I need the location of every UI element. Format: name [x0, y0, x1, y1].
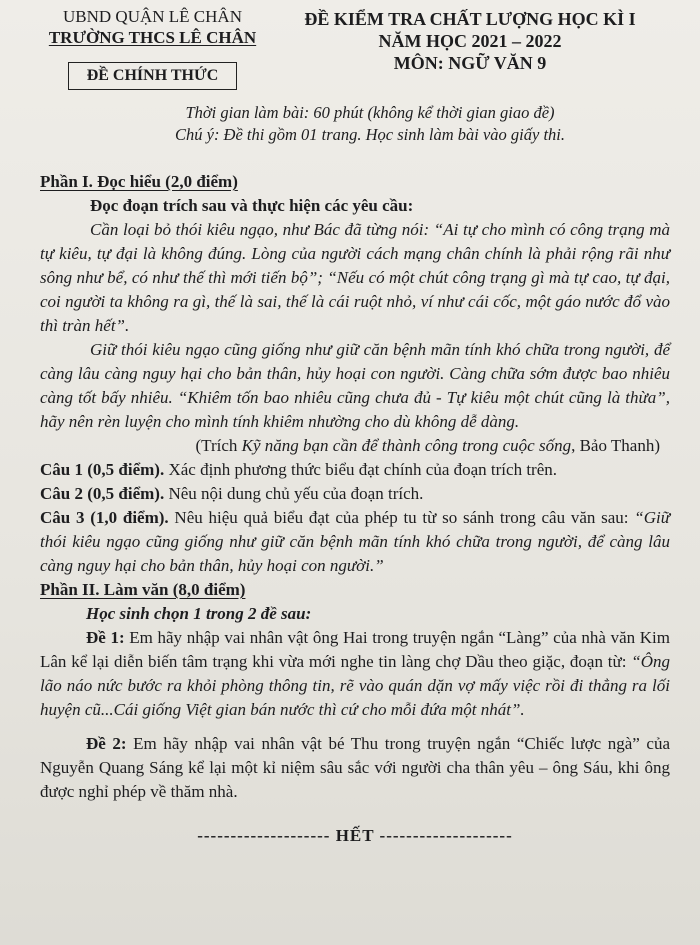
- question-1: [40, 458, 670, 482]
- header: [40, 6, 670, 90]
- part1-instruction: Đọc đoạn trích sau và thực hiện các yêu cầu:: [90, 196, 414, 215]
- subject: MÔN: NGỮ VĂN 9: [393, 53, 547, 73]
- topic-1-text: Em hãy nhập vai nhân vật ông Hai trong truyện ngắn “Làng” của nhà văn Kim Lân kể lại diễn biến tâm trạng khi vừa mới nghe tin làng chợ Dầu theo giặc, đoạn từ:: [40, 628, 670, 671]
- topic-2: [40, 732, 670, 804]
- time-info: Thời gian làm bài: 60 phút (không kể thời gian giao đề): [185, 103, 555, 122]
- part1-heading: Phần I. Đọc hiểu (2,0 điểm): [40, 172, 238, 191]
- passage-source: [40, 434, 670, 458]
- source-book: Kỹ năng bạn cần để thành công trong cuộc sống: [241, 436, 572, 455]
- exam-info: [70, 102, 670, 146]
- question-3-label: Câu 3 (1,0 điểm).: [40, 508, 169, 527]
- topic-1-label: Đề 1:: [86, 628, 125, 647]
- header-left: [40, 6, 265, 90]
- school-year: NĂM HỌC 2021 – 2022: [378, 31, 562, 51]
- question-3-text: Nêu hiệu quả biểu đạt của phép tu từ so sánh trong câu văn sau:: [168, 508, 635, 527]
- question-1-label: Câu 1 (0,5 điểm).: [40, 460, 165, 479]
- source-suffix: , Bảo Thanh): [571, 436, 660, 455]
- question-2-label: Câu 2 (0,5 điểm).: [40, 484, 165, 503]
- part2-choose: Học sinh chọn 1 trong 2 đề sau:: [86, 604, 312, 623]
- note-info: Chú ý: Đề thi gồm 01 trang. Học sinh làm bài vào giấy thi.: [174, 125, 565, 144]
- end-marker: -------------------- HẾT --------------------: [197, 826, 513, 845]
- question-2-text: Nêu nội dung chủ yếu của đoạn trích.: [164, 484, 424, 503]
- topic-2-text: Em hãy nhập vai nhân vật bé Thu trong truyện ngắn “Chiếc lược ngà” của Nguyễn Quang Sáng kể lại một kỉ niệm sâu sắc với người cha thân yêu – ông Sáu, khi ông được nghỉ phép về thăm nhà.: [40, 734, 670, 801]
- exam-title: ĐỀ KIỂM TRA CHẤT LƯỢNG HỌC KÌ I: [304, 9, 636, 29]
- passage-paragraph-2: Giữ thói kiêu ngạo cũng giống như giữ căn bệnh mãn tính khó chữa trong người, để càng lâu càng nguy hại cho bản thân, hủy hoại con người. Càng chữa sớm được bao nhiêu càng tốt bấy nhiêu. “Khiêm tốn bao nhiêu cũng chưa đủ - Tự kiêu một chút cũng là thừa”, hãy nên rèn luyện cho mình tính khiêm nhường cho dù không dễ dàng.: [40, 340, 670, 431]
- question-3-quote: “Giữ thói kiêu ngạo cũng giống như giữ căn bệnh mãn tính khó chữa trong người, để càng lâu càng nguy hại cho bản thân, hủy hoại con người.”: [40, 508, 670, 575]
- passage-paragraph-1: Cần loại bỏ thói kiêu ngạo, như Bác đã từng nói: “Ai tự cho mình có công trạng mà tự kiêu, tự đại là không đúng. Lòng của người cách mạng chân chính là phải rộng rãi như sông như bể, có như thế thì mới tiến bộ”; “Nếu có một chút công trạng gì mà tự cao, tự đại, coi người ta không ra gì, thế là sai, thế là cái ruột nhỏ, ví như cái cốc, một gáo nước đổ vào thì tràn hết”.: [40, 220, 670, 335]
- part2-heading: Phần II. Làm văn (8,0 điểm): [40, 580, 246, 599]
- question-1-text: Xác định phương thức biểu đạt chính của đoạn trích trên.: [164, 460, 558, 479]
- question-2: [40, 482, 670, 506]
- school-name: TRƯỜNG THCS LÊ CHÂN: [48, 28, 257, 47]
- header-right: [270, 6, 670, 90]
- source-prefix: (Trích: [195, 436, 242, 455]
- topic-1: [40, 626, 670, 722]
- official-badge: ĐỀ CHÍNH THỨC: [68, 62, 238, 90]
- org-name: UBND QUẬN LÊ CHÂN: [63, 7, 242, 26]
- topic-1-quote: “Ông lão náo nức bước ra khỏi phòng thông tin, rẽ vào quán dặn vợ mấy việc rồi đi thẳng ra lối huyện cũ...Cái giống Việt gian bán nước thì cứ cho mỗi đứa một nhát”.: [40, 652, 670, 719]
- question-3: [40, 506, 670, 578]
- topic-2-label: Đề 2:: [86, 734, 127, 753]
- exam-body: [40, 170, 670, 848]
